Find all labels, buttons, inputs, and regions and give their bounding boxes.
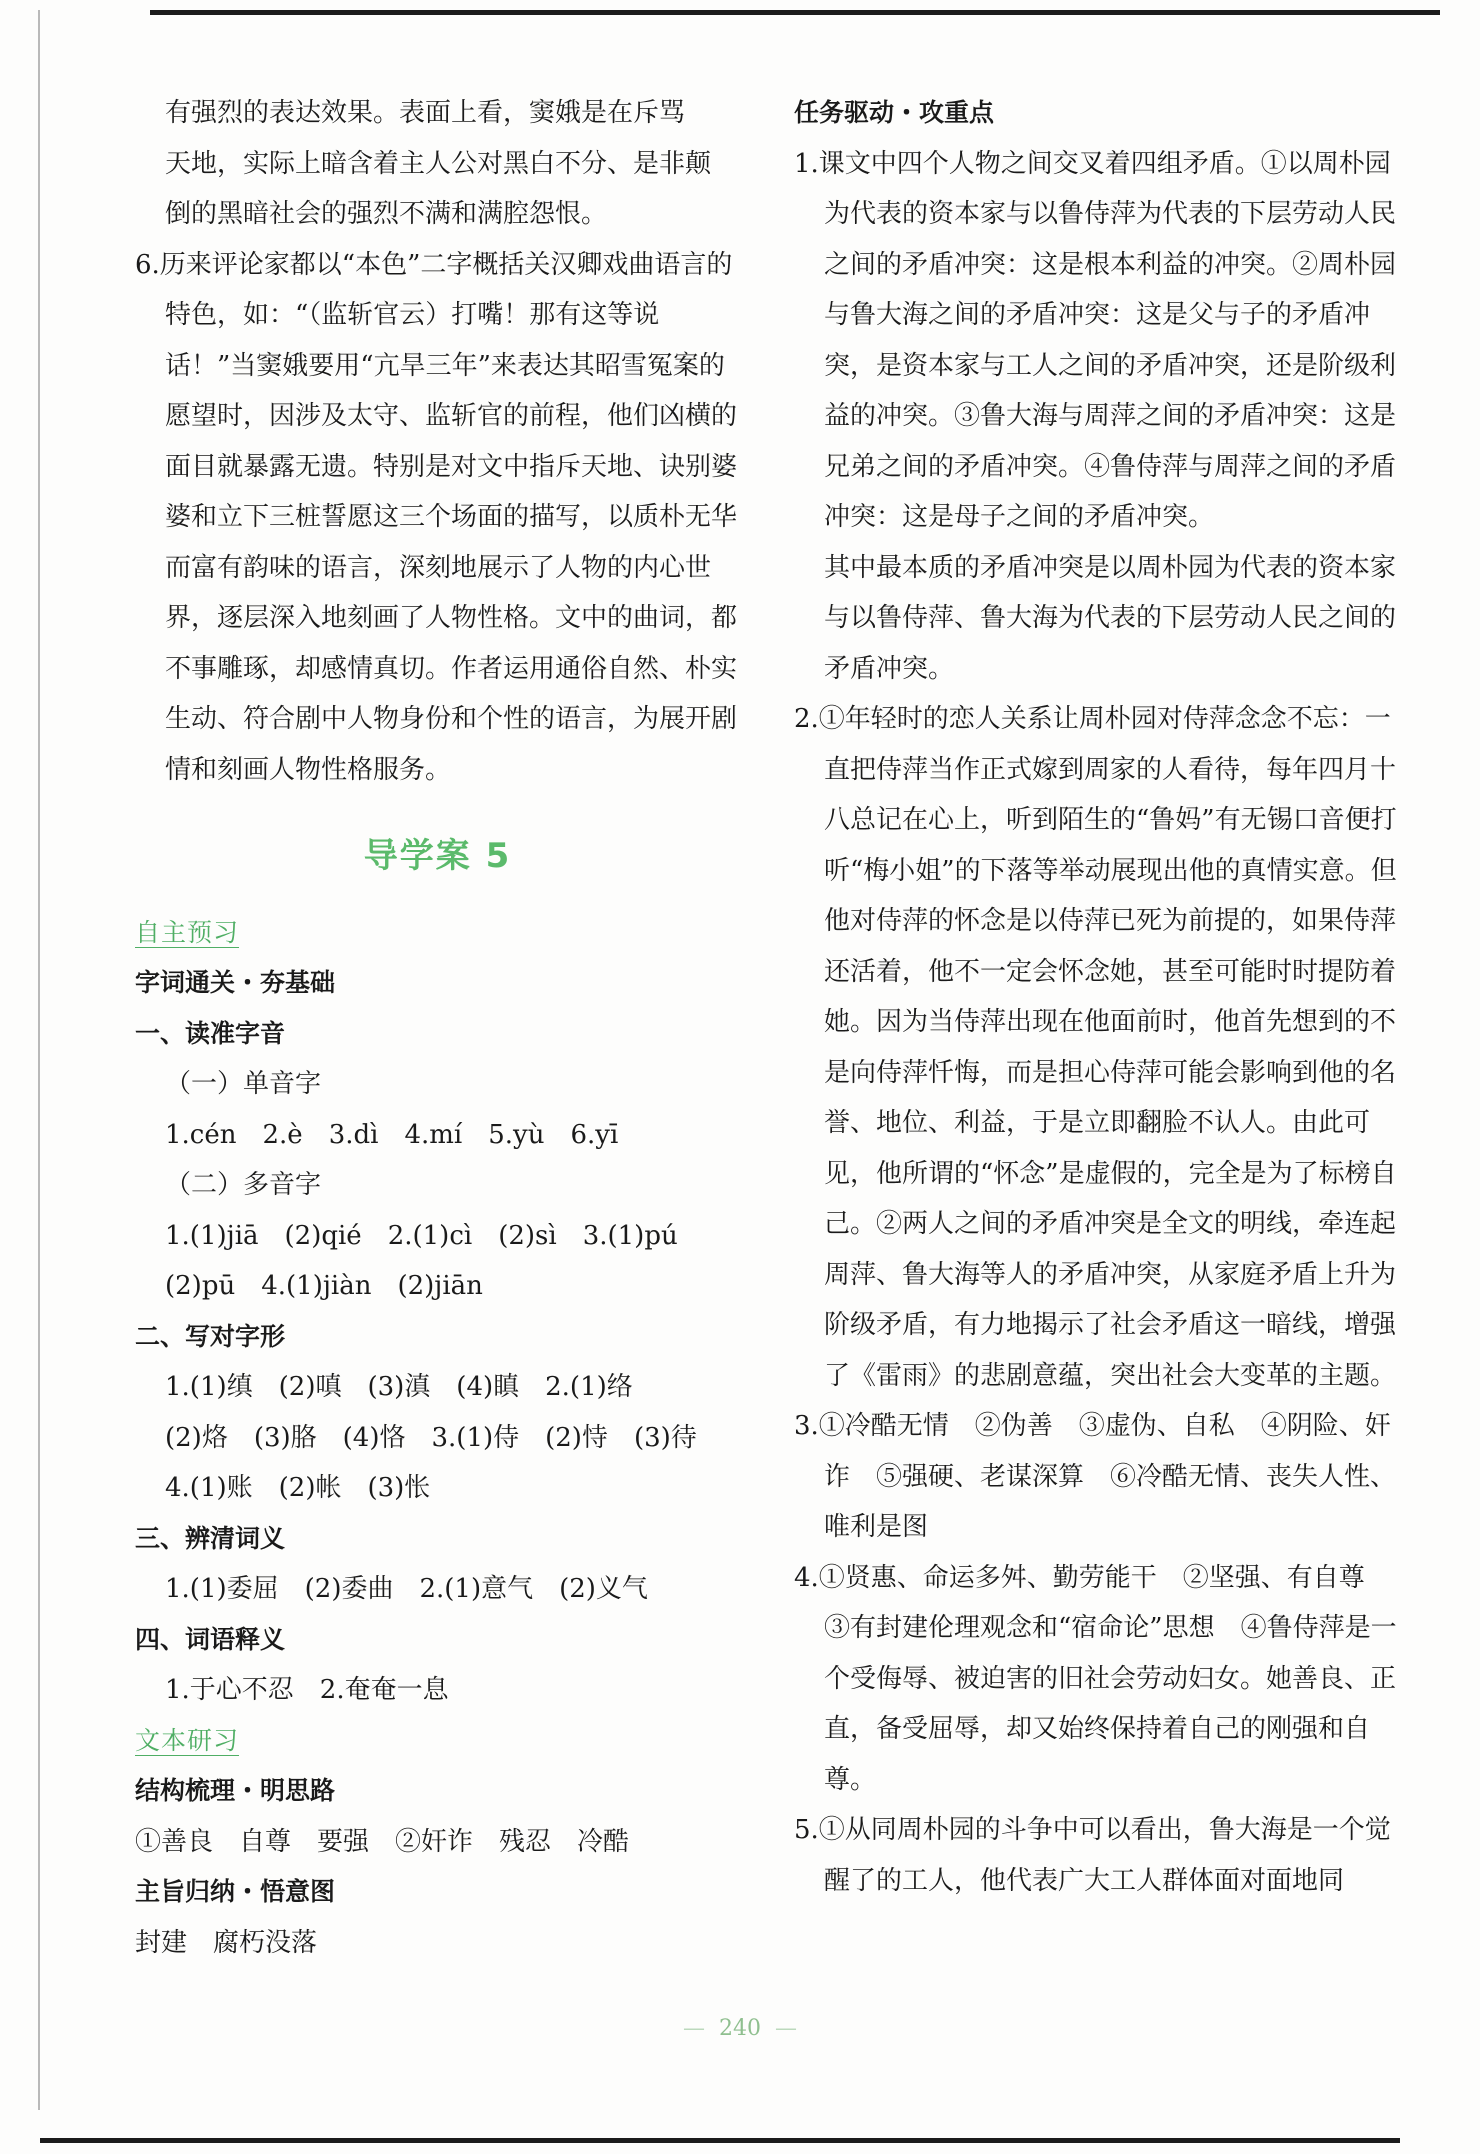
left-margin-rule — [38, 10, 40, 2110]
heading-zici: 字词通关・夯基础 — [135, 968, 336, 997]
answers-character-form-line: (2)烙 (3)胳 (4)恪 3.(1)侍 (2)恃 (3)待 — [165, 1422, 697, 1453]
heading-pronunciation: 一、读准字音 — [135, 1018, 286, 1048]
answers-word-explanation: 1.于心不忍 2.奄奄一息 — [165, 1675, 449, 1705]
footer-dash-left: — — [683, 2016, 705, 2041]
heading-character-form: 二、写对字形 — [135, 1321, 286, 1351]
right-column — [794, 88, 1406, 1906]
answers-structure: ①善良 自尊 要强 ②奸诈 残忍 冷酷 — [135, 1826, 630, 1857]
answers-character-form-line: 1.(1)缜 (2)嗔 (3)滇 (4)瞋 2.(1)络 — [165, 1372, 633, 1402]
heading-structure: 结构梳理・明思路 — [135, 1776, 336, 1805]
left-column — [135, 88, 740, 1968]
heading-word-meaning: 三、辨清词义 — [135, 1523, 286, 1553]
page-number: 240 — [719, 2016, 761, 2041]
continued-paragraph-line: 天地，实际上暗含着主人公对黑白不分、是非颠 — [165, 148, 712, 179]
page-footer — [0, 2016, 1480, 2041]
subheading-single-sound: （一）单音字 — [165, 1069, 322, 1099]
subheading-multi-sound: （二）多音字 — [165, 1170, 322, 1200]
top-border-rule — [150, 10, 1440, 15]
answers-multi-sound-line: (2)pū 4.(1)jiàn (2)jiān — [165, 1271, 483, 1301]
answers-theme: 封建 腐朽没落 — [135, 1927, 318, 1958]
section-label-text-study: 文本研习 — [135, 1725, 240, 1755]
heading-theme: 主旨归纳・悟意图 — [135, 1877, 336, 1906]
answer-item-6: 6.历来评论家都以“本色”二字概括关汉卿戏曲语言的特色，如：“（监斩官云）打嘴！那有这等说话！”当窦娥要用“亢旱三年”来表达其昭雪冤案的愿望时，因涉及太守、监斩官的前程，他们凶横的面目就暴露无遗。特别是对文中指斥天地、诀别婆婆和立下三桩誓愿这三个场面的描写，以质朴无华而富有韵味的语言，深刻地展示了人物的内心世界，逐层深入地刻画了人物性格。文中的曲词，都不事雕琢，却感情真切。作者运用通俗自然、朴实生动、符合剧中人物身份和个性的语言，为展开剧情和刻画人物性格服务。 — [135, 249, 738, 785]
answers-multi-sound-line: 1.(1)jiā (2)qié 2.(1)cì (2)sì 3.(1)pú — [165, 1220, 678, 1251]
answer-item-1-continued: 其中最本质的矛盾冲突是以周朴园为代表的资本家与以鲁侍萍、鲁大海为代表的下层劳动人民之间的矛盾冲突。 — [824, 552, 1397, 684]
answer-item-3: 3.①冷酷无情 ②伪善 ③虚伪、自私 ④阴险、奸诈 ⑤强硬、老谋深算 ⑥冷酷无情、丧失人性、唯利是图 — [794, 1411, 1397, 1542]
answer-item-1: 1.课文中四个人物之间交叉着四组矛盾。①以周朴园为代表的资本家与以鲁侍萍为代表的下层劳动人民之间的矛盾冲突：这是根本利益的冲突。②周朴园与鲁大海之间的矛盾冲突：这是父与子的矛盾冲突，是资本家与工人之间的矛盾冲突，还是阶级利益的冲突。③鲁大海与周萍之间的矛盾冲突：这是兄弟之间的矛盾冲突。④鲁侍萍与周萍之间的矛盾冲突：这是母子之间的矛盾冲突。 — [794, 148, 1397, 532]
bottom-border-rule — [40, 2138, 1400, 2143]
heading-word-explanation: 四、词语释义 — [135, 1624, 286, 1654]
continued-paragraph-line: 有强烈的表达效果。表面上看，窦娥是在斥骂 — [165, 98, 686, 128]
answer-item-5: 5.①从同周朴园的斗争中可以看出，鲁大海是一个觉醒了的工人，他代表广大工人群体面对面地同 — [794, 1815, 1391, 1896]
footer-dash-right: — — [775, 2016, 797, 2041]
answers-word-meaning: 1.(1)委屈 (2)委曲 2.(1)意气 (2)义气 — [165, 1574, 648, 1604]
heading-task: 任务驱动・攻重点 — [794, 98, 995, 127]
answers-single-sound: 1.cén 2.è 3.dì 4.mí 5.yù 6.yī — [165, 1119, 619, 1150]
answer-item-2: 2.①年轻时的恋人关系让周朴园对侍萍念念不忘：一直把侍萍当作正式嫁到周家的人看待，每年四月十八总记在心上，听到陌生的“鲁妈”有无锡口音便打听“梅小姐”的下落等举动展现出他的真情实意。但他对侍萍的怀念是以侍萍已死为前提的，如果侍萍还活着，他不一定会怀念她，甚至可能时时提防着她。因为当侍萍出现在他面前时，他首先想到的不是向侍萍忏悔，而是担心侍萍可能会影响到他的名誉、地位、利益，于是立即翻脸不认人。由此可见，他所谓的“怀念”是虚假的，完全是为了标榜自己。②两人之间的矛盾冲突是全文的明线，牵连起周萍、鲁大海等人的矛盾冲突，从家庭矛盾上升为阶级矛盾，有力地揭示了社会矛盾这一暗线，增强了《雷雨》的悲剧意蕴，突出社会大变革的主题。 — [794, 704, 1397, 1391]
section-label-preview: 自主预习 — [135, 917, 240, 947]
answer-item-4: 4.①贤惠、命运多舛、勤劳能干 ②坚强、有自尊 ③有封建伦理观念和“宿命论”思想 ④鲁侍萍是一个受侮辱、被迫害的旧社会劳动妇女。她善良、正直，备受屈辱，却又始终保持着自己的刚强和自尊。 — [794, 1562, 1397, 1795]
section-title: 导学案 5 — [363, 836, 512, 876]
continued-paragraph-line: 倒的黑暗社会的强烈不满和满腔怨恨。 — [165, 199, 608, 229]
answers-character-form-line: 4.(1)账 (2)帐 (3)怅 — [165, 1473, 431, 1503]
